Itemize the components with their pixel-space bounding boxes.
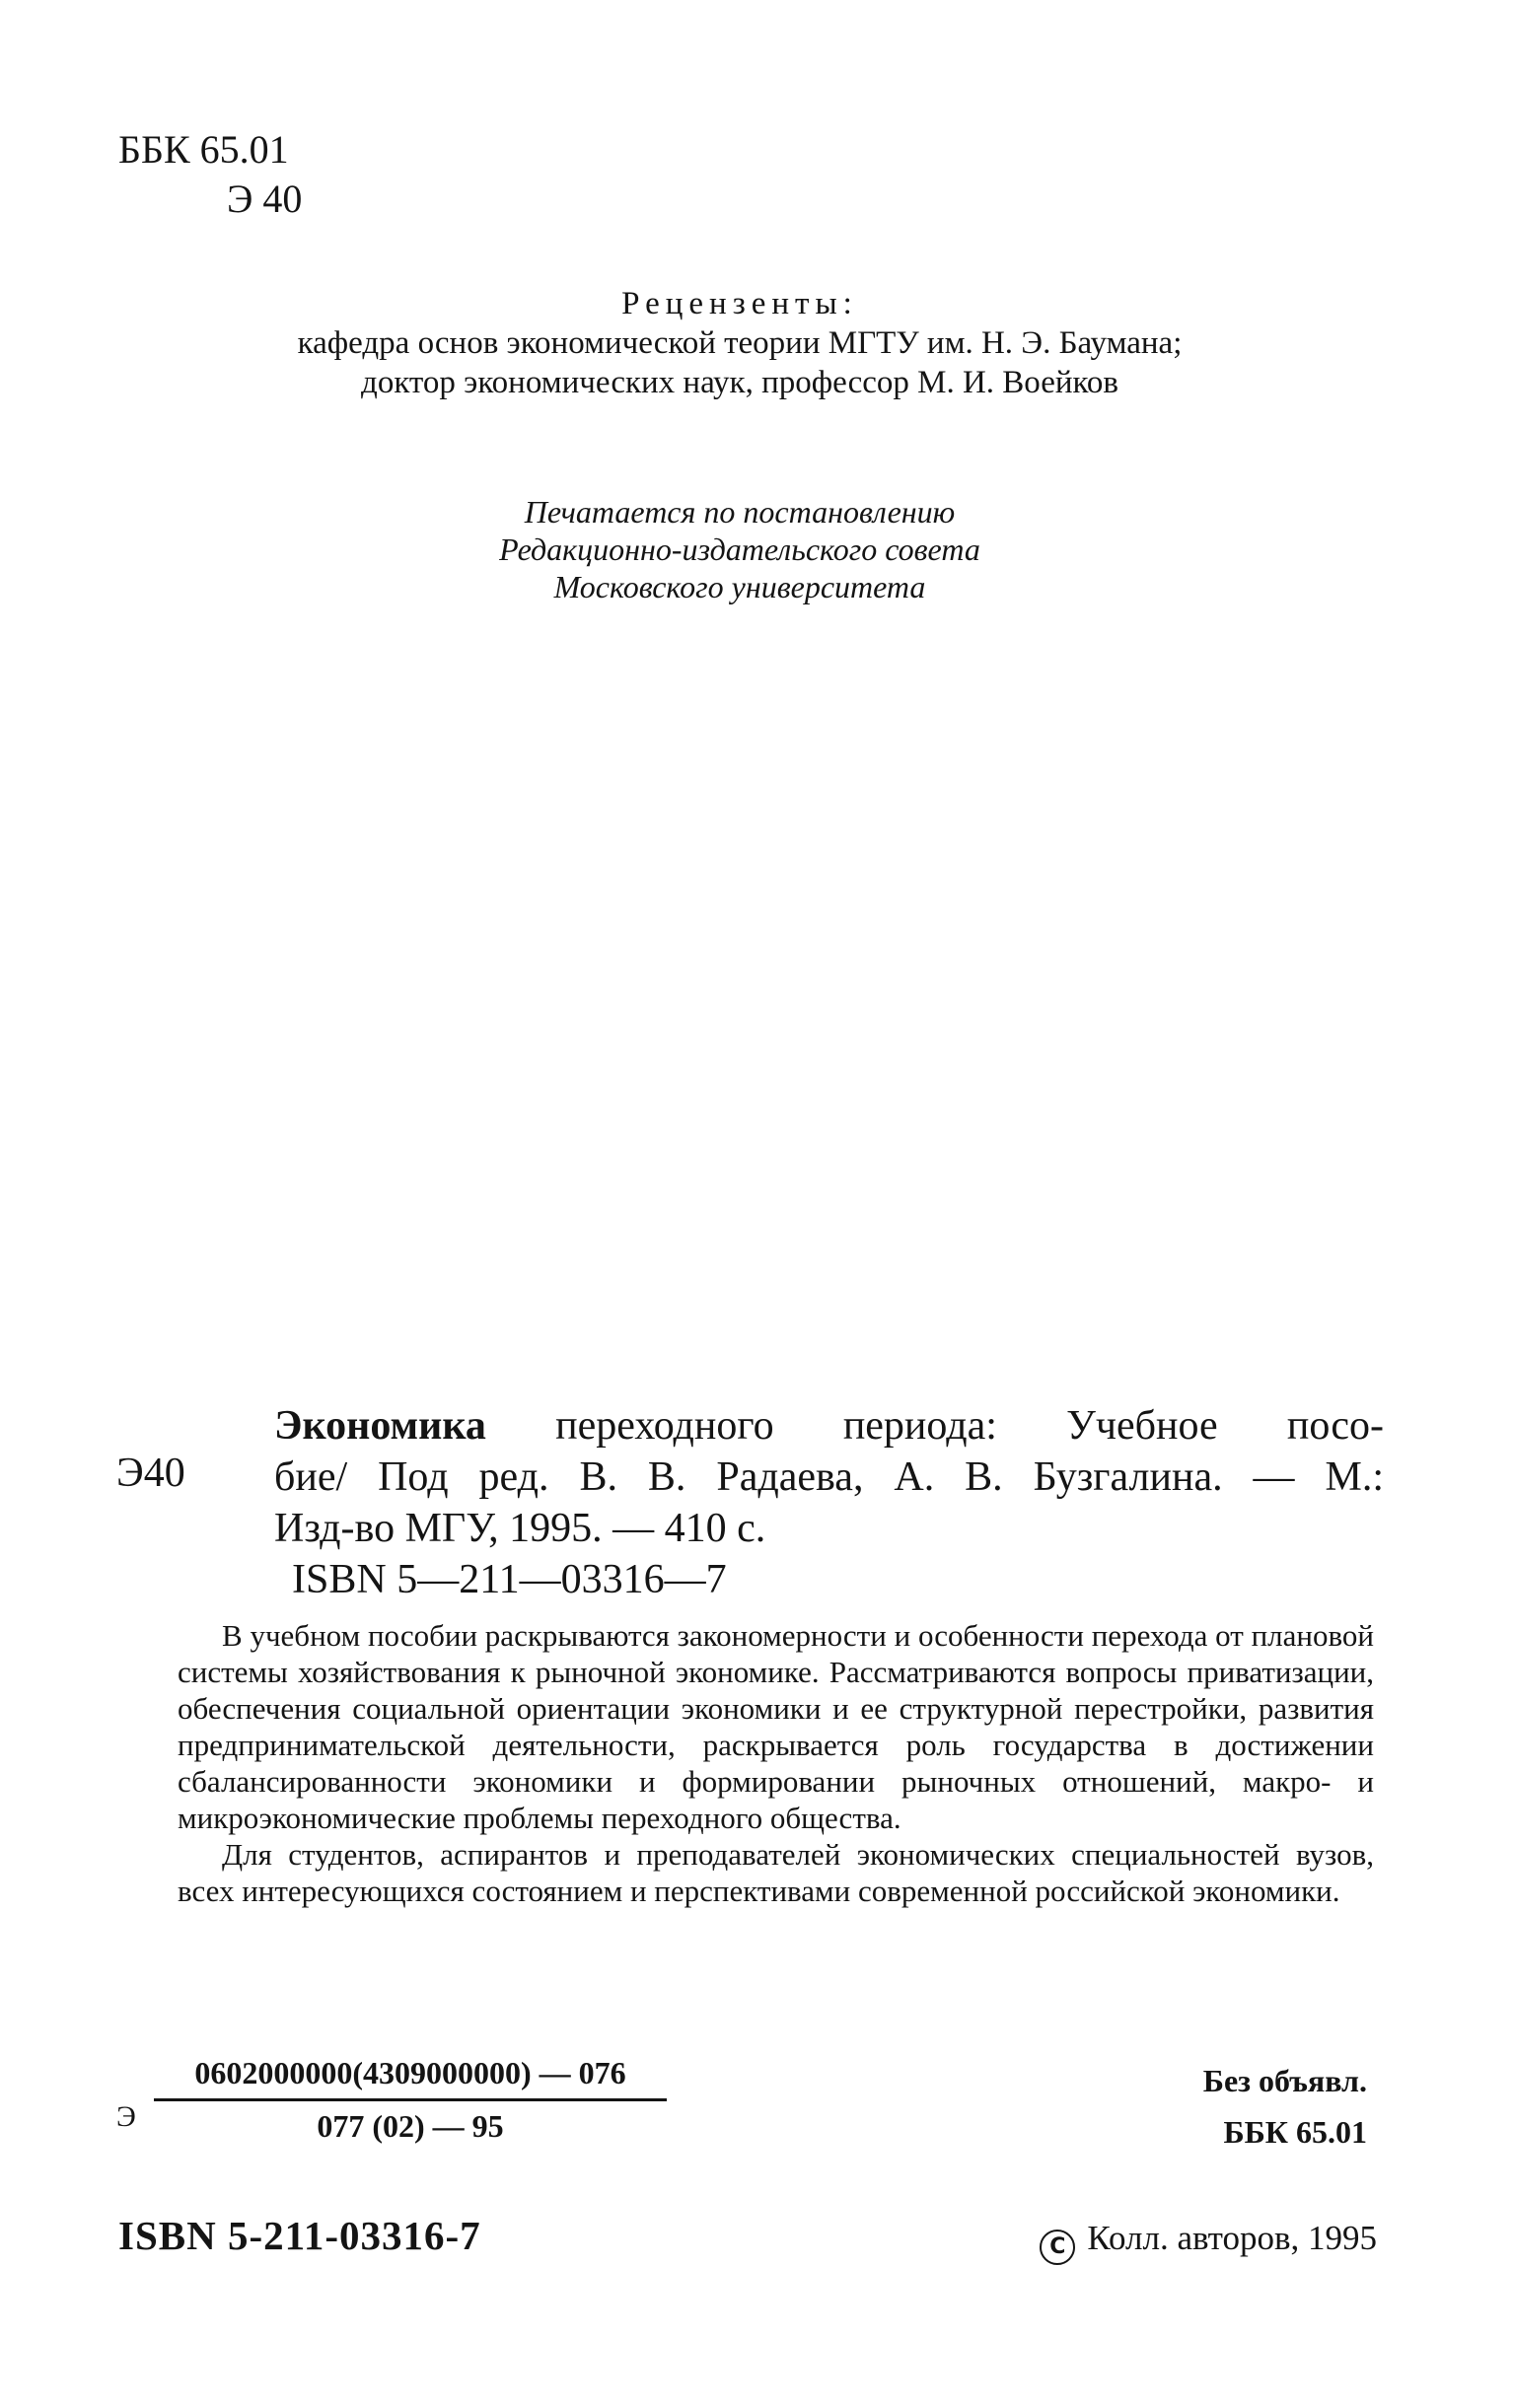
approval-line-3: Московского университета (553, 569, 926, 604)
print-approval (296, 493, 1184, 605)
copyright (1040, 2217, 1377, 2265)
bib-isbn: ISBN 5—211—03316—7 (292, 1557, 727, 1602)
bibliographic-entry (274, 1400, 1384, 1605)
annotation (178, 1617, 1374, 1909)
bib-line-2: бие/ Под ред. В. В. Радаева, А. В. Бузгалина. — М.: (274, 1454, 1384, 1500)
reviewer-professor: доктор экономических наук, профессор М. И. Воейков (361, 365, 1118, 400)
isbn: ISBN 5-211-03316-7 (118, 2213, 481, 2258)
bib-line-1-rest: переходного периода: Учебное посо- (555, 1403, 1385, 1449)
approval-line-1: Печатается по постановлению (524, 494, 956, 530)
bbk-code: ББК 65.01 (118, 127, 289, 172)
author-mark: Э 40 (227, 177, 303, 221)
reviewers-block (148, 284, 1332, 402)
no-ads-note: Без объявл. (1202, 2063, 1367, 2098)
bibliographic-code: Э40 (116, 1451, 185, 1496)
approval-line-2: Редакционно-издательского совета (499, 531, 980, 567)
copyright-text: Колл. авторов, 1995 (1087, 2219, 1377, 2257)
annotation-paragraph-1: В учебном пособии раскрываются закономерности и особенности перехода от плановой системы хозяйствования к рыночной экономике. Рассматриваются вопросы приватизации, обеспечения социальной ориентации экономики и ее структурной перестройки, развития предпринимательской деятельности, раскрывается роль государства в достижении сбалансированности экономики и формировании рыночных отношений, макро- и микроэкономические проблемы переходного общества. (178, 1618, 1374, 1835)
index-denominator: 077 (02) — 95 (317, 2108, 504, 2144)
annotation-paragraph-2: Для студентов, аспирантов и преподавателей экономических специальностей вузов, всех интересующихся состоянием и перспективами современной российской экономики. (178, 1837, 1374, 1908)
bib-line-3: Изд-во МГУ, 1995. — 410 с. (274, 1506, 766, 1551)
reviewer-department: кафедра основ экономической теории МГТУ им. Н. Э. Баумана; (297, 325, 1183, 361)
index-fraction-line (154, 2098, 667, 2101)
index-letter: Э (116, 2100, 136, 2133)
bib-line-1 (274, 1400, 1384, 1452)
book-title: Экономика (274, 1403, 486, 1449)
copyright-icon: C (1040, 2230, 1075, 2265)
bbk-bottom: ББК 65.01 (1223, 2114, 1367, 2150)
reviewers-heading: Рецензенты: (621, 286, 858, 321)
index-numerator: 0602000000(4309000000) — 076 (194, 2055, 626, 2090)
